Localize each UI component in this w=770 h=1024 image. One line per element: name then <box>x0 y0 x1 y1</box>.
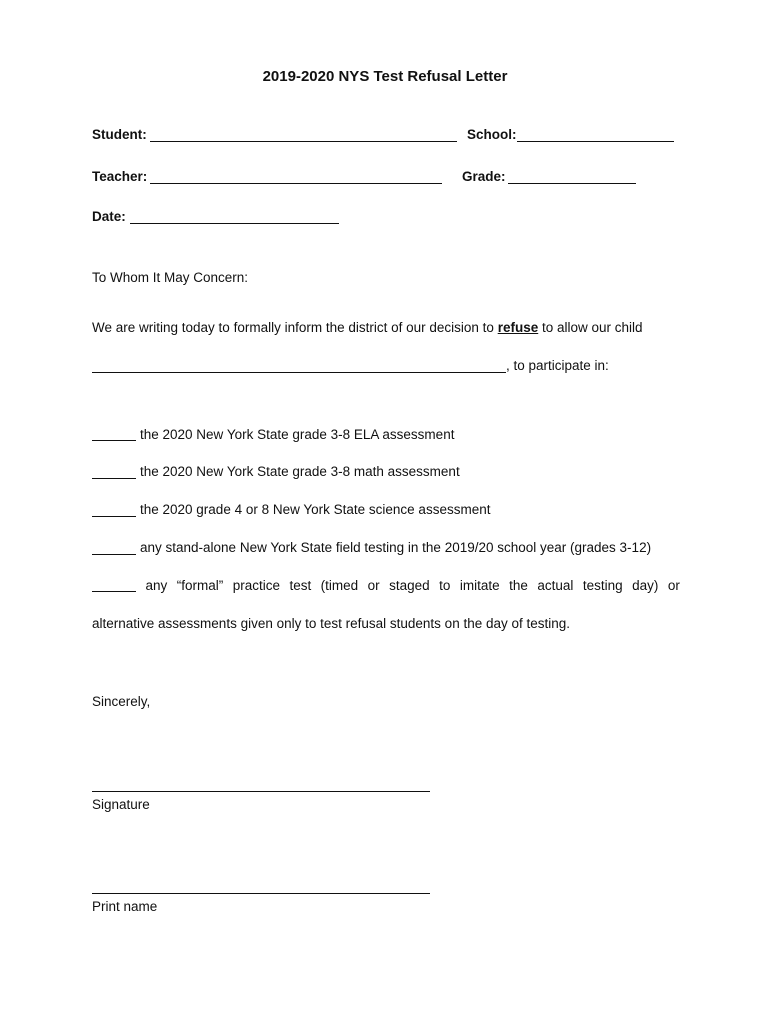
option-formal-practice <box>92 577 680 595</box>
option-blank-science[interactable] <box>92 516 136 517</box>
option-ela: the 2020 New York State grade 3-8 ELA assessment <box>140 427 455 442</box>
option5-word: practice <box>232 578 280 593</box>
intro-paragraph <box>92 319 643 337</box>
option5-word: any <box>145 578 168 593</box>
teacher-blank-line[interactable] <box>150 183 442 184</box>
option-blank-formal-practice[interactable] <box>92 577 136 592</box>
option5-word: test <box>289 578 312 593</box>
date-label: Date: <box>92 209 126 224</box>
option5-word: imitate <box>459 578 500 593</box>
closing: Sincerely, <box>92 694 151 709</box>
intro-text-before: We are writing today to formally inform the district of our decision to <box>92 320 494 335</box>
participate-text: , to participate in: <box>506 358 609 373</box>
school-label: School: <box>467 127 517 142</box>
option5-word: the <box>509 578 528 593</box>
option-field-testing: any stand-alone New York State field testing in the 2019/20 school year (grades 3-12) <box>140 540 652 555</box>
option-blank-field-testing[interactable] <box>92 554 136 555</box>
date-blank-line[interactable] <box>130 223 339 224</box>
document-title: 2019-2020 NYS Test Refusal Letter <box>262 68 508 85</box>
option5-word: “formal” <box>176 578 224 593</box>
refuse-emphasis: refuse <box>497 320 539 335</box>
option-math: the 2020 New York State grade 3-8 math assessment <box>140 464 460 479</box>
print-name-label: Print name <box>92 899 158 914</box>
option5-word: testing <box>582 578 623 593</box>
salutation: To Whom It May Concern: <box>92 270 249 285</box>
child-name-blank-line[interactable] <box>92 372 506 373</box>
intro-text-after: to allow our child <box>541 320 643 335</box>
option-science: the 2020 grade 4 or 8 New York State science assessment <box>140 502 491 517</box>
student-blank-line[interactable] <box>150 141 457 142</box>
teacher-label: Teacher: <box>92 169 148 184</box>
option5-word: staged <box>389 578 430 593</box>
grade-label: Grade: <box>462 169 506 184</box>
option5-word: or <box>667 578 680 593</box>
school-blank-line[interactable] <box>517 141 674 142</box>
option5-word: (timed <box>320 578 359 593</box>
grade-blank-line[interactable] <box>508 183 636 184</box>
option5-word: actual <box>537 578 574 593</box>
signature-line[interactable] <box>92 791 430 792</box>
option5-word: or <box>367 578 380 593</box>
option5-word: to <box>439 578 451 593</box>
option5-word: day) <box>632 578 659 593</box>
student-label: Student: <box>92 127 147 142</box>
option-blank-ela[interactable] <box>92 440 136 441</box>
option-formal-practice-continuation: alternative assessments given only to test refusal students on the day of testing. <box>92 616 571 631</box>
print-name-line[interactable] <box>92 893 430 894</box>
signature-label: Signature <box>92 797 150 812</box>
option-blank-math[interactable] <box>92 478 136 479</box>
